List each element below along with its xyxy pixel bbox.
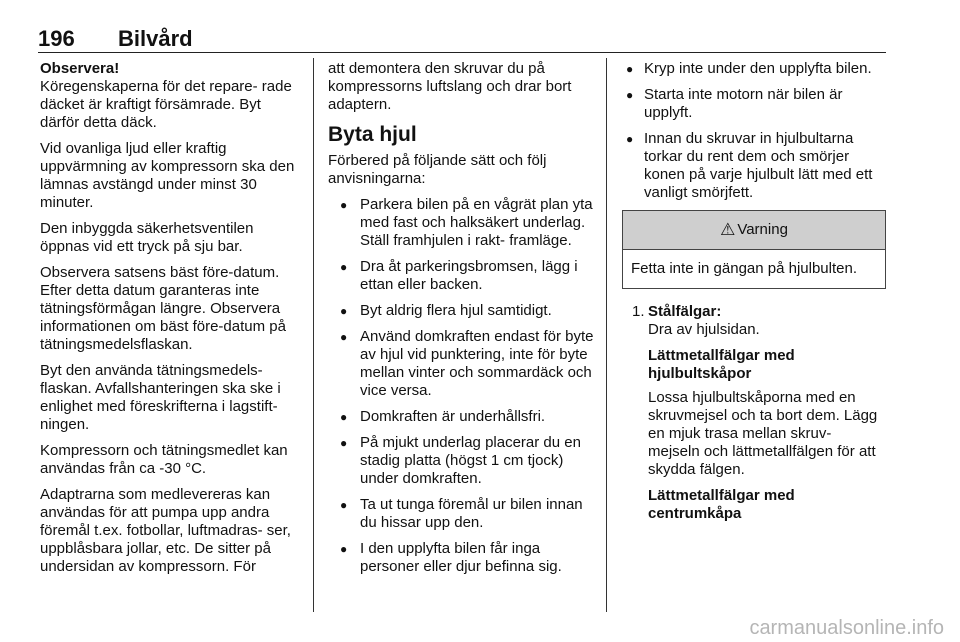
header-divider [38,52,886,53]
list-item: ● På mjukt underlag placerar du en stadig platta (högst 1 cm tjock) under domkraften. [336,434,594,488]
column-right [622,60,886,523]
note-title: Observera! [40,60,120,77]
list-item: ● Starta inte motorn när bilen är upplyft. [622,86,886,122]
list-item: ● Använd domkraften endast för byte av hjul vid punktering, inte för byte mellan vinter och sommardäck och vice versa. [336,328,594,400]
paragraph: Vid ovanliga ljud eller kraftig uppvärmning av kompressorn ska den lämnas avstängd under minst 30 minuter. [40,140,295,211]
step-1 [622,303,886,523]
column-divider-1 [313,58,314,612]
list-item: ● I den upplyfta bilen får inga personer eller djur befinna sig. [336,540,594,576]
warning-text: Fetta inte in gängan på hjulbulten. [631,260,858,277]
list-item: ● Kryp inte under den upplyfta bilen. [622,60,886,78]
list-item: ● Ta ut tunga föremål ur bilen innan du hissar upp den. [336,496,594,532]
watermark: carmanualsonline.info [749,617,944,639]
list-item: ● Domkraften är underhållsfri. [336,408,594,426]
paragraph: Observera satsens bäst före-datum. Efter detta datum garanteras inte tätningsförmågan längre. Observera informationen om bäst före-datum på tätningsmedelsflaskan. [40,264,286,353]
list-item: ● Innan du skruvar in hjulbultarna torkar du rent dem och smörjer konen på varje hjulbult lätt med ett vanligt smörjfett. [622,130,886,202]
warning-box [622,210,886,289]
paragraph: Den inbyggda säkerhetsventilen öppnas vid ett tryck på sju bar. [40,220,254,255]
section-title: Bilvård [118,26,193,51]
column-middle [328,60,594,584]
paragraph: Kompressorn och tätningsmedlet kan användas från ca -30 °C. [40,442,288,477]
list-item: ● Byt aldrig flera hjul samtidigt. [336,302,594,320]
paragraph: Byt den använda tätningsmedels- flaskan. Avfallshanteringen ska ske i enlighet med föreskrifterna i lagstift- ningen. [40,362,281,433]
warning-triangle-icon: ⚠ [720,220,736,239]
intro-text: Förbered på följande sätt och följ anvisningarna: [328,152,547,187]
step-text: Lossa hjulbultskåporna med en skruvmejsel och ta bort dem. Lägg en mjuk trasa mellan skruv- mejseln och lättmetallfälgen för att skydda fälgen. [648,389,878,478]
continuation-text: att demontera den skruvar du på kompressorns luftslang och drar bort adaptern. [328,60,572,113]
column-divider-2 [606,58,607,612]
heading-byta-hjul: Byta hjul [328,123,417,146]
paragraph: Köregenskaperna för det repare- rade däcket är kraftigt försämrade. Byt därför detta däck. [40,78,292,131]
subheading: Lättmetallfälgar med centrumkåpa [648,487,795,522]
subheading: Lättmetallfälgar med hjulbultskåpor [648,347,795,382]
list-item: ● Parkera bilen på en vågrät plan yta med fast och halksäkert underlag. Ställ framhjulen i rakt- framläge. [336,196,594,250]
column-left [40,60,302,584]
instruction-list [328,196,594,576]
instruction-list [622,60,886,202]
list-item: ● Dra åt parkeringsbromsen, lägg i ettan eller backen. [336,258,594,294]
warning-title: Varning [737,221,788,238]
paragraph: Adaptrarna som medlevereras kan användas för att pumpa upp andra föremål t.ex. fotbollar, luftmadras- ser, uppblåsbara jollar, etc. De sitter på undersidan av kompressorn. För [40,486,291,575]
page-number: 196 [38,26,75,51]
step-text: Dra av hjulsidan. [648,321,760,338]
warning-header [623,211,885,250]
step-title: Stålfälgar: [648,303,722,320]
step-number: 1. [632,303,645,320]
page-header [38,26,886,52]
